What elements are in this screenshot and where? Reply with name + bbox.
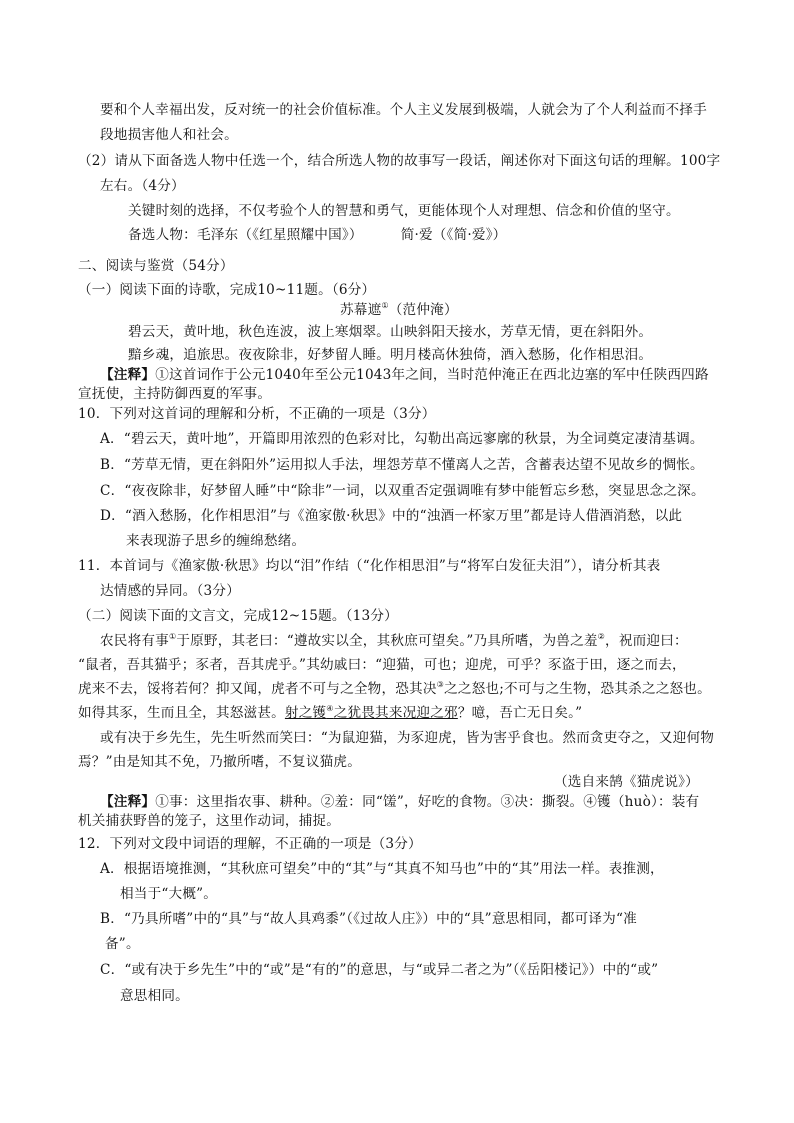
source-citation: （选自来鹄《猫虎说》） [554,774,699,790]
passage-line: “鼠者，吾其猫乎；豕者，吾其虎乎。”其幼戚曰：“迎猫，可也；迎虎，可乎？豕盗于田，逐之而去， [78,657,686,673]
text-line: 左右。（4分） [100,178,185,194]
passage-line: 焉？”由是知其不免，乃撤所嗜，不复议猫虎。 [78,754,362,770]
option-b: B．“乃具所嗜”中的“具”与“故人具鸡黍”（《过故人庄》）中的“具”意思相同，都可译为“准 [100,911,637,927]
option-a-cont: 相当于“大概”。 [120,886,218,902]
underlined-sentence: 射之镬④之犹畏其来况迎之邪 [284,704,458,721]
option-d: D．“酒入愁肠，化作相思泪”与《渔家傲·秋思》中的“浊酒一杯家万里”都是诗人借酒消愁，以此 [100,508,683,524]
subsection-heading: （一）阅读下面的诗歌，完成10~11题。（6分） [78,282,376,298]
question-11: 11．本首词与《渔家傲·秋思》均以“泪”作结（“化作相思泪”与“将军白发征夫泪”），请分析其表 [78,558,661,574]
passage-line: 如得其豕，生而且全，其怒滋甚。射之镬④之犹畏其来况迎之邪？噫，吾亡无日矣。” [78,704,583,721]
option-c-cont: 意思相同。 [120,988,189,1004]
option-a: A．“碧云天，黄叶地”，开篇即用浓烈的色彩对比，勾勒出高远寥廓的秋景，为全词奠定凄清基调。 [100,431,704,447]
question-2-prompt: （2）请从下面备选人物中任选一个，结合所选人物的故事写一段话，阐述你对下面这句话的理解。100字 [78,153,721,169]
option-c: C．“或有决于乡先生”中的“或”是“有的”的意思，与“或异二者之为”（《岳阳楼记》）中的“或” [100,962,659,978]
subsection-heading: （二）阅读下面的文言文，完成12~15题。（13分） [78,608,398,624]
candidate-line [128,226,506,244]
option-d-cont: 来表现游子思乡的缠绵愁绪。 [126,533,306,549]
candidate-jane: 简·爱（《简·爱》） [400,227,507,243]
annotation-cont: 机关捕获野兽的笼子，这里作动词，捕捉。 [78,813,341,829]
quote-line: 关键时刻的选择，不仅考验个人的智慧和勇气，更能体现个人对理想、信念和价值的坚守。 [128,203,680,219]
section-heading: 二、阅读与鉴赏（54分） [78,258,234,274]
passage-line: 农民将有事①于原野，其老曰：“遵故实以全，其秋庶可望矣。”乃具所嗜，为兽之羞②，祝而迎曰： [100,632,688,649]
annotation: 【注释】①这首词作于公元1040年至公元1043年之间，当时范仲淹正在西北边塞的军中任陕西四路 [100,367,709,383]
passage-line: 虎来不去，馁将若何？抑又闻，虎者不可与之全物，恐其决③之之怒也;不可与之生物，恐其杀之之怒也。 [78,680,711,697]
option-b: B．“芳草无情，更在斜阳外”运用拟人手法，埋怨芳草不懂离人之苦，含蓄表达望不见故乡的惆怅。 [100,457,704,473]
text-line: 要和个人幸福出发，反对统一的社会价值标准。个人主义发展到极端，人就会为了个人利益而不择手 [100,102,707,118]
annotation: 【注释】①事：这里指农事、耕种。②羞：同“馐”，好吃的食物。③决：撕裂。④镬（huò）：装有 [100,794,700,810]
option-a: A．根据语境推测，“其秋庶可望矣”中的“其”与“其真不知马也”中的“其”用法一样。表推测， [100,861,664,877]
option-c: C．“夜夜除非，好梦留人睡”中“除非”一词，以双重否定强调唯有梦中能暂忘乡愁，突显思念之深。 [100,483,705,499]
question-12: 12．下列对文段中词语的理解，不正确的一项是（3分） [78,836,422,852]
candidate-mao: 备选人物：毛泽东（《红星照耀中国》） [128,227,363,243]
passage-line: 或有决于乡先生，先生听然而笑曰：“为鼠迎猫，为豕迎虎，皆为害乎食也。然而贪吏夺之，又迎何物 [100,730,715,746]
text-line: 段地损害他人和社会。 [100,127,238,143]
question-11-cont: 达情感的异同。（3分） [100,583,240,599]
poem-line: 黯乡魂，追旅思。夜夜除非，好梦留人睡。明月楼高休独倚，酒入愁肠，化作相思泪。 [128,347,653,363]
question-10: 10．下列对这首词的理解和分析，不正确的一项是（3分） [78,406,436,422]
annotation-cont: 宣抚使，主持防御西夏的军事。 [78,386,272,402]
poem-line: 碧云天，黄叶地，秋色连波，波上寒烟翠。山映斜阳天接水，芳草无情，更在斜阳外。 [128,324,653,340]
option-b-cont: 备”。 [105,936,140,952]
poem-title: 苏幕遮①（范仲淹） [340,301,458,318]
